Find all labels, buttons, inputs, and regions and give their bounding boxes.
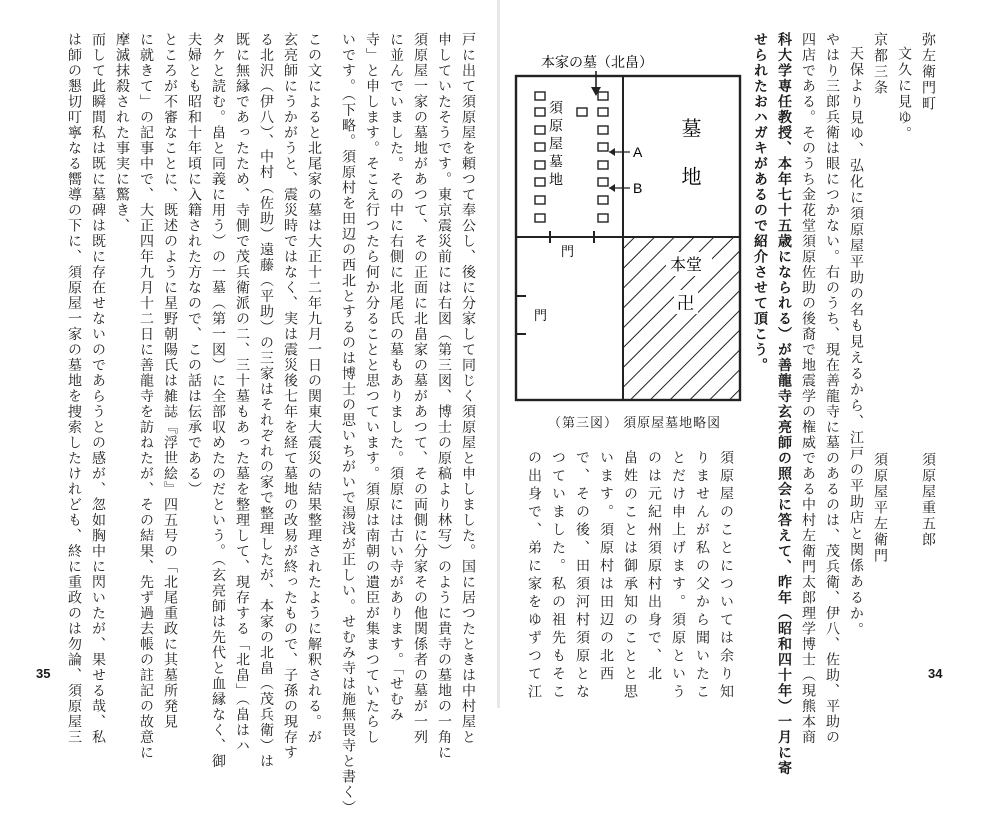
cemetery-label: 墓地 [678,118,702,214]
grave-marker [598,92,608,100]
grave-marker [577,108,587,116]
grave-marker [535,196,545,204]
arrow-head [609,148,615,156]
body-line: ところが不審なことに、既述のように星野朝陽氏は雑誌『浮世絵』四五号の「北尾重政に其墓所発見 [162,32,178,730]
letter-line: 須原屋のことについては余り知 [718,450,734,702]
row-label: 須原屋墓地 [547,100,563,190]
letter-line: とだけ申上げます。須原という [670,450,686,702]
body-line: タケと読む。畠と同義に用う）の一墓（第一図）に全部収めたのだという。（玄亮師は先代と血縁なく、御 [210,32,226,769]
diagram-title: 本家の墓（北畠） [541,55,653,71]
body-line: 玄亮師にうかがうと、震災時ではなく、実は震災後七年を経て墓地の改易が終ったもので、子孫の現存す [282,32,298,761]
heading-line: 文久に見ゆ。 [896,46,912,142]
grave-marker [598,196,608,204]
body-line: いです。（下略。須原村を田辺の西北とするのは博士の思いちがいで湯浅が正しい。せむみ寺は施無畏寺と書く） [340,32,356,816]
body-line: 而して此瞬間私は既に墓碑は既に存在せないのであらうとの感が、忽如胸中に閃いたが、果せる哉、私 [90,32,106,745]
grave-marker [598,178,608,186]
heading-line: 弥左衛門町 [920,32,936,112]
heading-line: 須原屋平左衛門 [872,452,888,564]
body-line: 既に無縁であったため、寺側で茂兵衛派の二、三十墓もあった墓を整理して、現存する「北畠」（畠はハ [234,32,250,754]
heading-line: 須原屋重五郎 [920,452,936,548]
grave-marker [535,214,545,222]
marker-b: B [633,180,643,196]
body-line: せられたおハガキがあるので紹介させて頂こう。 [752,32,768,373]
letter-line: りませんが私の父から聞いたこ [694,450,710,702]
body-line: 寺」と申します。そこえ行つたら何か分ることと思つています。須原は南朝の遺臣が集まつていたらし [364,32,380,745]
front-gate-label: 門 [534,309,548,324]
grave-marker [535,92,545,100]
grave-marker [535,108,545,116]
page-number-left: 35 [36,666,51,681]
diagram-caption: （第三図） 須原屋墓地略図 [548,416,722,431]
body-line: 四店である。そのうち金花堂須原佐助の後裔で地震学の権威である中村左衛門太郎理学博士（現熊本商 [800,32,816,745]
letter-line: の出身で、弟に家をゆずつて江 [526,450,542,702]
grave-marker [598,161,608,169]
grave-column-left [535,92,545,222]
grave-marker [598,143,608,151]
grave-marker [598,126,608,134]
body-line: に並んでいました。その中に右側に北尾氏の墓もありました。須原には古い寺があります。「せむみ [388,32,404,723]
body-line: 摩滅抹殺された事実に驚き、 [114,32,130,234]
letter-line: います。須原村は田辺の北西 [598,450,614,684]
marker-a: A [633,144,643,160]
hall-label: 本堂 [670,255,703,274]
grave-marker [598,214,608,222]
grave-marker [535,178,545,186]
letter-line: 畠姓のことは御承知のことと思 [622,450,638,702]
grave-marker [535,143,545,151]
letter-line: のは元紀州須原村出身で、北 [646,450,662,684]
body-line: に就きて」の記事中で、大正四年九月十二日に善龍寺を訪ねたが、その結果、先ず過去帳の註記の故意に [138,32,154,761]
body-line: 夫婦とも昭和十年頃に入籍された方なので、この話は伝承である） [186,32,202,497]
body-line: やはり三郎兵衛は眼につかない。右のうち、現在善龍寺に墓のあるのは、茂兵衛、伊八、佐助、平助の [824,32,840,745]
letter-line: で、その後、田須河村須原とな [574,450,590,702]
grave-marker [535,161,545,169]
grave-marker [535,126,545,134]
body-line: 科大学専任教授、本年七十五歳になられる）が善龍寺玄亮師の照会に答えて、昨年（昭和四十年）一月に寄 [776,32,792,776]
heading-line: 京都三条 [872,32,888,96]
body-line: 申していたそうです。東京震災前には右図（第三図、博士の原稿より林写）のように貴寺の墓地の一角に [436,32,452,761]
inner-gate-label: 門 [561,245,575,260]
body-line: る北沢（伊八）、中村（佐助）遠藤（平助）の三家はそれぞれの家で整理したが、本家の北畠（茂兵衛）は [258,32,274,769]
letter-line: つていました。私の祖先もそこ [550,450,566,702]
page-number-right: 34 [928,666,943,681]
temple-manji-symbol: 卍 [677,294,694,314]
heading-line: 天保より見ゆ、弘化に須原屋平助の名も見えるから、江戸の平助店と関係あるか。 [848,46,864,638]
body-line: は師の懇切叮寧なる嚮導の下に、須原屋一家の墓地を捜索したけれども、終に重政のは勿論、須原屋三 [66,32,82,745]
body-line: 戸に出て須原屋を頼つて奉公し、後に分家して同じく須原屋と申しました。国に居つたときは中村屋と [460,32,476,745]
body-line: 須原屋一家の墓地があつて、その正面に北畠家の墓があつて、その両側に分家その他関係者の墓が一列 [412,32,428,745]
grave-marker [598,108,608,116]
arrow-head [609,184,615,192]
body-line: この文によると北尾家の墓は大正十二年九月一日の関東大震災の結果整理されたように解釈される。が [306,32,322,745]
grave-column-right [598,92,608,222]
